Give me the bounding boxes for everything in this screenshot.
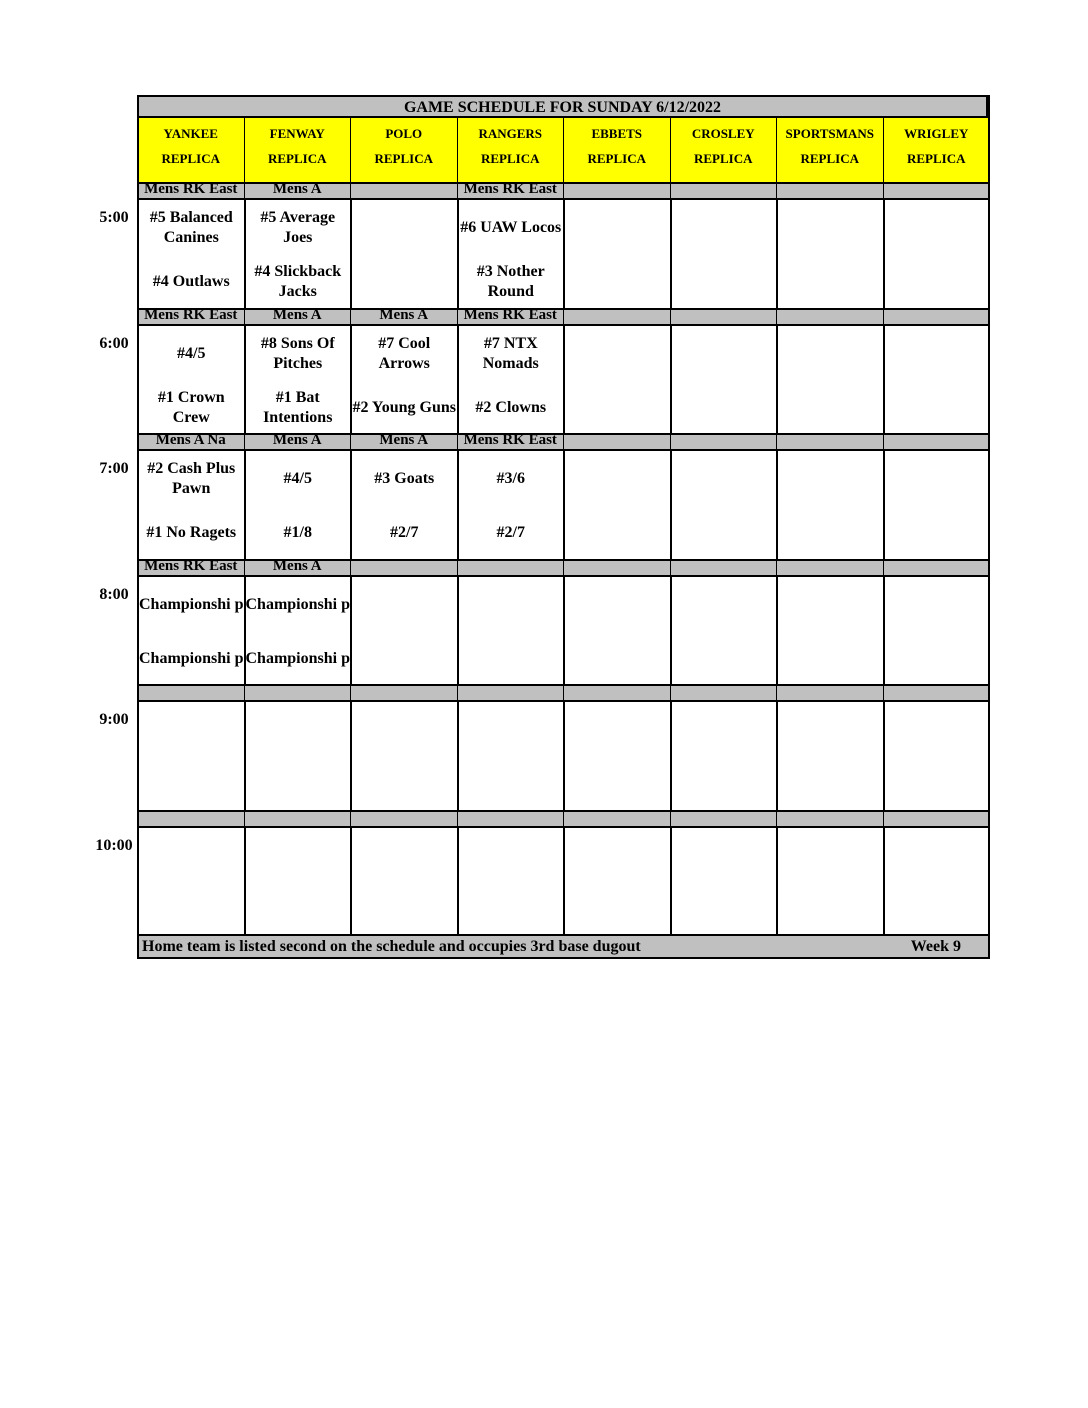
division-label xyxy=(457,684,564,701)
division-label xyxy=(883,308,990,325)
game-cell xyxy=(137,575,244,685)
visiting-team: #7 Cool Arrows xyxy=(378,334,431,372)
home-team: #4 Outlaws xyxy=(152,273,230,290)
field-subtitle: REPLICA xyxy=(587,151,646,166)
home-team: #2/7 xyxy=(496,524,525,541)
game-cell xyxy=(883,449,990,559)
division-label xyxy=(883,810,990,827)
game-cell xyxy=(670,575,777,685)
division-label xyxy=(883,433,990,450)
field-subtitle: REPLICA xyxy=(374,151,433,166)
home-team: #2 Young Guns xyxy=(352,398,456,416)
division-label xyxy=(350,684,457,701)
game-cell xyxy=(350,198,457,308)
division-label xyxy=(670,559,777,576)
schedule-table xyxy=(137,95,990,959)
game-cell xyxy=(457,324,564,434)
field-header-3 xyxy=(457,118,564,182)
visiting-team: #7 NTX Nomads xyxy=(482,334,539,372)
game-cell xyxy=(350,449,457,559)
home-team: #2/7 xyxy=(390,524,419,541)
home-team: #3 Nother Round xyxy=(476,263,545,300)
game-cell xyxy=(137,198,244,308)
game-cell xyxy=(350,826,457,936)
game-cell xyxy=(670,198,777,308)
division-label xyxy=(350,559,457,576)
visiting-team: #3/6 xyxy=(496,470,525,487)
division-label: Mens RK East xyxy=(137,559,244,576)
division-label xyxy=(670,810,777,827)
field-header-7 xyxy=(883,118,990,182)
division-label xyxy=(563,308,670,325)
division-label xyxy=(776,433,883,450)
game-cell xyxy=(244,449,351,559)
field-subtitle: REPLICA xyxy=(693,151,753,166)
division-label: Mens A xyxy=(244,182,351,199)
field-header-0 xyxy=(137,118,244,182)
visiting-team: Championshi p xyxy=(245,595,350,613)
game-cell xyxy=(563,324,670,434)
visiting-team: Championshi p xyxy=(139,595,244,613)
field-name: CROSLEY xyxy=(691,126,755,141)
division-label xyxy=(883,684,990,701)
home-team: Championshi p xyxy=(139,649,244,667)
game-cell xyxy=(670,826,777,936)
game-cell xyxy=(244,826,351,936)
division-label xyxy=(563,433,670,450)
field-subtitle: REPLICA xyxy=(906,151,966,166)
game-cell xyxy=(670,449,777,559)
field-subtitle: REPLICA xyxy=(800,151,859,166)
field-subtitle: REPLICA xyxy=(267,151,327,166)
visiting-team: #6 UAW Locos xyxy=(460,219,562,236)
division-label: Mens A xyxy=(350,308,457,325)
field-name: YANKEE xyxy=(163,126,218,141)
division-label xyxy=(563,684,670,701)
home-team: #4 Slickback Jacks xyxy=(254,263,342,300)
home-team: #1 Crown Crew xyxy=(157,388,225,426)
division-label: Mens RK East xyxy=(457,308,564,325)
field-name: WRIGLEY xyxy=(904,126,969,141)
division-label xyxy=(776,684,883,701)
game-cell xyxy=(457,700,564,810)
division-label xyxy=(883,182,990,199)
division-label xyxy=(244,684,351,701)
game-cell xyxy=(776,449,883,559)
home-team: #2 Clowns xyxy=(475,398,547,416)
home-team: #1 No Ragets xyxy=(146,524,237,541)
division-label xyxy=(670,308,777,325)
game-cell xyxy=(457,575,564,685)
division-label: Mens A xyxy=(244,559,351,576)
field-header-1 xyxy=(244,118,351,182)
division-label xyxy=(137,810,244,827)
field-header-6 xyxy=(776,118,883,182)
game-cell xyxy=(457,826,564,936)
schedule-footer xyxy=(137,934,990,959)
game-cell xyxy=(670,324,777,434)
game-cell xyxy=(883,575,990,685)
division-label xyxy=(457,559,564,576)
game-cell xyxy=(776,198,883,308)
game-cell xyxy=(350,700,457,810)
time-label: 8:00 xyxy=(99,585,129,603)
division-label: Mens A Na xyxy=(137,433,244,450)
game-cell xyxy=(137,449,244,559)
time-label: 5:00 xyxy=(99,209,129,226)
time-label: 9:00 xyxy=(99,711,129,728)
division-label xyxy=(776,308,883,325)
game-cell xyxy=(137,826,244,936)
visiting-team: #4/5 xyxy=(283,470,312,487)
division-label xyxy=(563,559,670,576)
time-label: 10:00 xyxy=(95,836,133,854)
division-label xyxy=(137,684,244,701)
field-name: EBBETS xyxy=(591,126,643,141)
game-cell xyxy=(563,449,670,559)
field-header-4 xyxy=(563,118,670,182)
table-left-border xyxy=(137,95,139,959)
division-label xyxy=(350,182,457,199)
home-team: #1/8 xyxy=(283,524,312,541)
visiting-team: #5 Balanced Canines xyxy=(149,209,233,246)
game-cell xyxy=(883,198,990,308)
visiting-team: #2 Cash Plus Pawn xyxy=(147,460,236,497)
game-cell xyxy=(457,449,564,559)
game-cell xyxy=(883,826,990,936)
field-name: RANGERS xyxy=(478,126,543,141)
division-label: Mens RK East xyxy=(457,182,564,199)
division-label: Mens A xyxy=(350,433,457,450)
game-cell xyxy=(244,324,351,434)
schedule-title: GAME SCHEDULE FOR SUNDAY 6/12/2022 xyxy=(137,95,988,118)
game-cell xyxy=(776,575,883,685)
home-team: #1 Bat Intentions xyxy=(263,388,333,426)
game-cell xyxy=(563,700,670,810)
visiting-team: #3 Goats xyxy=(374,470,435,487)
game-cell xyxy=(563,198,670,308)
game-cell xyxy=(883,324,990,434)
game-cell xyxy=(776,700,883,810)
game-cell xyxy=(776,324,883,434)
game-cell xyxy=(457,198,564,308)
division-label: Mens A xyxy=(244,308,351,325)
division-label xyxy=(563,182,670,199)
home-team: Championshi p xyxy=(245,649,350,667)
visiting-team: #8 Sons Of Pitches xyxy=(260,334,335,372)
field-name: FENWAY xyxy=(269,126,325,141)
game-cell xyxy=(670,700,777,810)
visiting-team: #5 Average Joes xyxy=(260,209,336,246)
game-cell xyxy=(883,700,990,810)
game-cell xyxy=(244,575,351,685)
division-label: Mens RK East xyxy=(137,182,244,199)
division-label xyxy=(670,182,777,199)
field-subtitle: REPLICA xyxy=(161,151,220,166)
division-label xyxy=(776,559,883,576)
time-label: 7:00 xyxy=(99,460,129,477)
division-label: Mens A xyxy=(244,433,351,450)
division-label xyxy=(670,684,777,701)
field-header-5 xyxy=(670,118,777,182)
division-label: Mens RK East xyxy=(137,308,244,325)
division-label: Mens RK East xyxy=(457,433,564,450)
game-cell xyxy=(244,198,351,308)
visiting-team: #4/5 xyxy=(177,344,206,362)
division-label xyxy=(244,810,351,827)
division-label xyxy=(350,810,457,827)
game-cell xyxy=(137,700,244,810)
field-subtitle: REPLICA xyxy=(480,151,540,166)
division-label xyxy=(457,810,564,827)
game-cell xyxy=(563,575,670,685)
division-label xyxy=(776,182,883,199)
game-cell xyxy=(137,324,244,434)
game-cell xyxy=(350,324,457,434)
field-name: POLO xyxy=(385,126,423,141)
footer-note: Home team is listed second on the schedule and occupies 3rd base dugout xyxy=(142,938,641,955)
time-label: 6:00 xyxy=(99,334,129,352)
division-label xyxy=(776,810,883,827)
game-cell xyxy=(776,826,883,936)
field-header-2 xyxy=(350,118,457,182)
division-label xyxy=(563,810,670,827)
game-cell xyxy=(350,575,457,685)
game-cell xyxy=(563,826,670,936)
table-right-border xyxy=(988,95,990,959)
field-name: SPORTSMANS xyxy=(785,126,874,141)
week-label: Week 9 xyxy=(910,938,961,955)
division-label xyxy=(670,433,777,450)
game-cell xyxy=(244,700,351,810)
division-label xyxy=(883,559,990,576)
